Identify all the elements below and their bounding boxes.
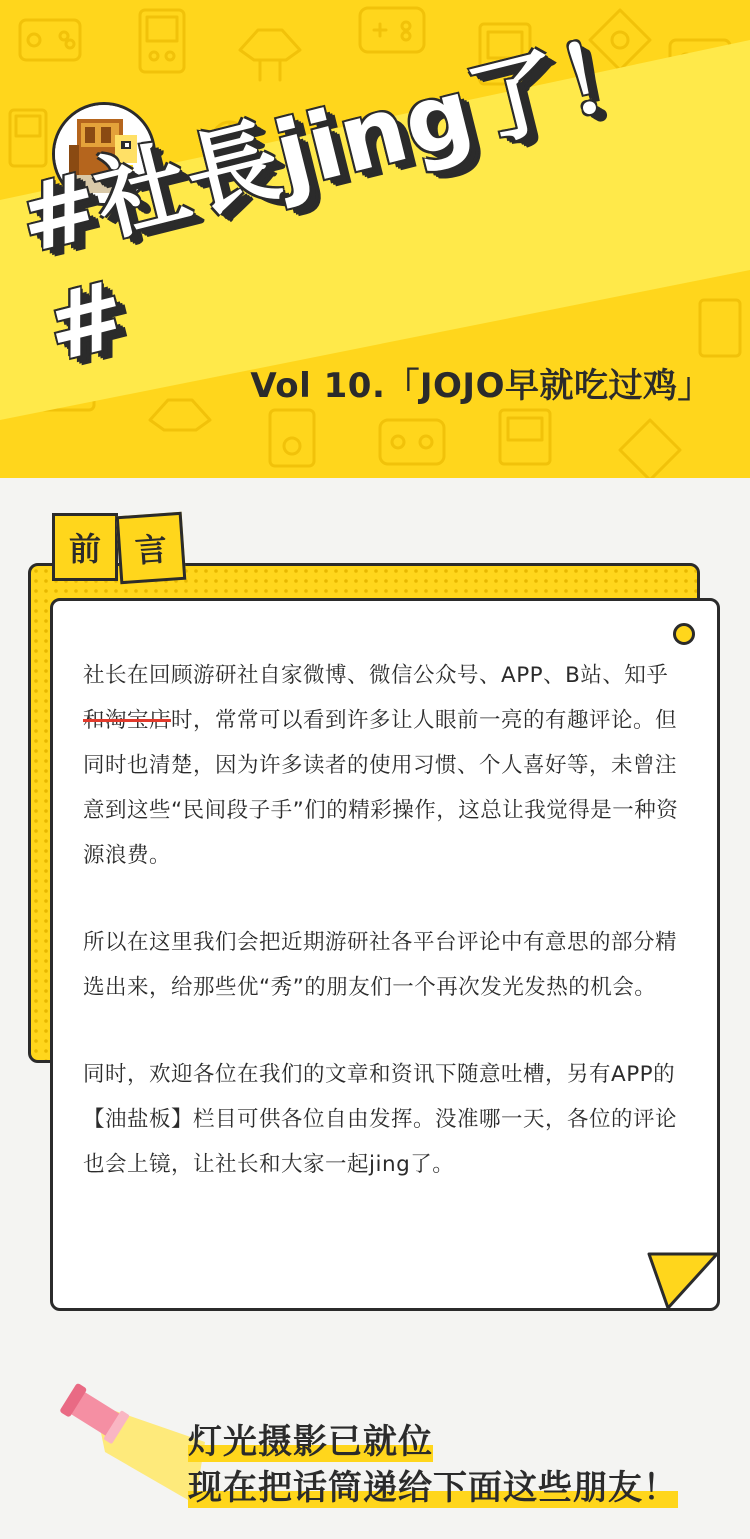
spotlight-line-2 <box>188 1460 678 1509</box>
preface-tab-left: 前 <box>52 513 118 581</box>
spotlight-line-1-text: 灯光摄影已就位 <box>188 1422 433 1462</box>
paragraph-1-part-1: 社长在回顾游研社自家微博、微信公众号、APP、B站、知乎 <box>83 663 669 688</box>
paragraph-1-part-2: 时，常常可以看到许多让人眼前一亮的有趣评论。但同时也清楚，因为许多读者的使用习惯、个人喜好等，未曾注意到这些“民间段子手”们的精彩操作，这总让我觉得是一种资源浪费。 <box>83 708 679 868</box>
header-banner <box>0 0 750 478</box>
preface-paragraph-3: 同时，欢迎各位在我们的文章和资讯下随意吐槽，另有APP的【油盐板】栏目可供各位自由发挥。没准哪一天，各位的评论也会上镜，让社长和大家一起jing了。 <box>83 1062 678 1177</box>
issue-subtitle: Vol 10.「JOJO早就吃过鸡」 <box>250 366 712 406</box>
page-title: #社長jing了！# <box>8 13 665 383</box>
card-dot-icon <box>673 623 695 645</box>
preface-text <box>83 653 683 1229</box>
preface-paragraph-2: 所以在这里我们会把近期游研社各平台评论中有意思的部分精选出来，给那些优“秀”的朋友们一个再次发光发热的机会。 <box>83 930 678 1000</box>
preface-paragraph-1 <box>83 653 683 878</box>
struck-text: 和淘宝店 <box>83 708 172 733</box>
preface-tab-right: 言 <box>116 512 187 584</box>
spotlight-line-2-text: 现在把话筒递给下面这些朋友！ <box>188 1468 678 1508</box>
preface-card <box>50 598 720 1311</box>
page-fold-icon <box>646 1251 720 1311</box>
spotlight-line-1 <box>188 1414 433 1463</box>
